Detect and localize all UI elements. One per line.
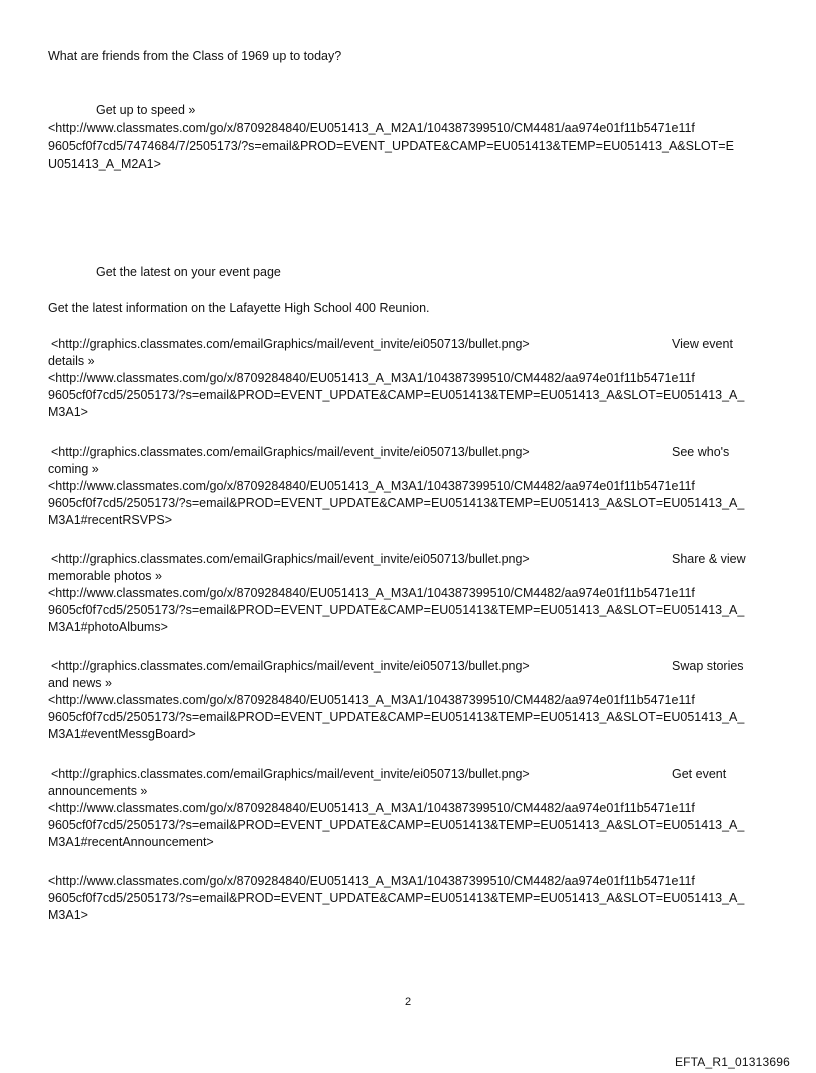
url-line[interactable]: 9605cf0f7cd5/2505173/?s=email&PROD=EVENT_UPDATE&CAMP=EU051413&TEMP=EU051413_A&SLOT=EU051413_A_ (48, 818, 745, 832)
item-label-cont[interactable]: details » (48, 354, 95, 368)
url-line[interactable]: M3A1> (48, 908, 88, 922)
url-line[interactable]: M3A1#photoAlbums> (48, 620, 168, 634)
url-line[interactable]: <http://www.classmates.com/go/x/8709284840/EU051413_A_M3A1/104387399510/CM4482/aa974e01f11b5471e11f (48, 479, 695, 493)
bullet-image-url[interactable]: <http://graphics.classmates.com/emailGraphics/mail/event_invite/ei050713/bullet.png> (51, 767, 530, 781)
document-id: EFTA_R1_01313696 (674, 1055, 790, 1069)
url-line[interactable]: M3A1#eventMessgBoard> (48, 727, 196, 741)
bullet-image-url[interactable]: <http://graphics.classmates.com/emailGraphics/mail/event_invite/ei050713/bullet.png> (51, 337, 530, 351)
url-line[interactable]: 9605cf0f7cd5/2505173/?s=email&PROD=EVENT_UPDATE&CAMP=EU051413&TEMP=EU051413_A&SLOT=EU051413_A_ (48, 388, 745, 402)
url-line[interactable]: <http://www.classmates.com/go/x/8709284840/EU051413_A_M2A1/104387399510/CM4481/aa974e01f11b5471e11f (48, 121, 695, 135)
list-item (48, 336, 773, 421)
url-line[interactable]: M3A1#recentAnnouncement> (48, 835, 214, 849)
final-link-block (48, 873, 773, 924)
heading-text: What are friends from the Class of 1969 up to today? (48, 49, 342, 63)
url-line[interactable]: <http://www.classmates.com/go/x/8709284840/EU051413_A_M3A1/104387399510/CM4482/aa974e01f11b5471e11f (48, 693, 695, 707)
list-item (48, 444, 773, 529)
item-label[interactable]: View event (672, 337, 733, 351)
list-item (48, 766, 773, 851)
bullet-image-url[interactable]: <http://graphics.classmates.com/emailGraphics/mail/event_invite/ei050713/bullet.png> (51, 659, 530, 673)
item-label[interactable]: Get event (672, 767, 727, 781)
url-line[interactable]: <http://www.classmates.com/go/x/8709284840/EU051413_A_M3A1/104387399510/CM4482/aa974e01f11b5471e11f (48, 801, 695, 815)
item-label[interactable]: Share & view (672, 552, 746, 566)
bullet-image-url[interactable]: <http://graphics.classmates.com/emailGraphics/mail/event_invite/ei050713/bullet.png> (51, 445, 530, 459)
get-up-to-speed-link[interactable]: Get up to speed » (96, 103, 196, 117)
url-line[interactable]: 9605cf0f7cd5/7474684/7/2505173/?s=email&PROD=EVENT_UPDATE&CAMP=EU051413&TEMP=EU051413_A&SLOT=E (48, 139, 734, 153)
list-item (48, 551, 773, 636)
url-line[interactable]: U051413_A_M2A1> (48, 157, 161, 171)
event-intro-text: Get the latest information on the Lafayette High School 400 Reunion. (48, 301, 430, 315)
url-line[interactable]: M3A1#recentRSVPS> (48, 513, 173, 527)
page-number: 2 (404, 996, 412, 1008)
url-line[interactable]: M3A1> (48, 405, 88, 419)
url-line[interactable]: 9605cf0f7cd5/2505173/?s=email&PROD=EVENT_UPDATE&CAMP=EU051413&TEMP=EU051413_A&SLOT=EU051413_A_ (48, 891, 745, 905)
event-page-heading: Get the latest on your event page (96, 265, 281, 279)
item-label-cont[interactable]: and news » (48, 676, 112, 690)
item-label-cont[interactable]: memorable photos » (48, 569, 162, 583)
url-line[interactable]: 9605cf0f7cd5/2505173/?s=email&PROD=EVENT_UPDATE&CAMP=EU051413&TEMP=EU051413_A&SLOT=EU051413_A_ (48, 496, 745, 510)
item-label[interactable]: See who's (672, 445, 730, 459)
bullet-image-url[interactable]: <http://graphics.classmates.com/emailGraphics/mail/event_invite/ei050713/bullet.png> (51, 552, 530, 566)
item-label[interactable]: Swap stories (672, 659, 744, 673)
list-item (48, 658, 773, 743)
url-line[interactable]: <http://www.classmates.com/go/x/8709284840/EU051413_A_M3A1/104387399510/CM4482/aa974e01f11b5471e11f (48, 586, 695, 600)
url-line[interactable]: <http://www.classmates.com/go/x/8709284840/EU051413_A_M3A1/104387399510/CM4482/aa974e01f11b5471e11f (48, 371, 695, 385)
url-line[interactable]: 9605cf0f7cd5/2505173/?s=email&PROD=EVENT_UPDATE&CAMP=EU051413&TEMP=EU051413_A&SLOT=EU051413_A_ (48, 710, 745, 724)
item-label-cont[interactable]: announcements » (48, 784, 148, 798)
item-label-cont[interactable]: coming » (48, 462, 99, 476)
url-line[interactable]: <http://www.classmates.com/go/x/8709284840/EU051413_A_M3A1/104387399510/CM4482/aa974e01f11b5471e11f (48, 874, 695, 888)
url-line[interactable]: 9605cf0f7cd5/2505173/?s=email&PROD=EVENT_UPDATE&CAMP=EU051413&TEMP=EU051413_A&SLOT=EU051413_A_ (48, 603, 745, 617)
